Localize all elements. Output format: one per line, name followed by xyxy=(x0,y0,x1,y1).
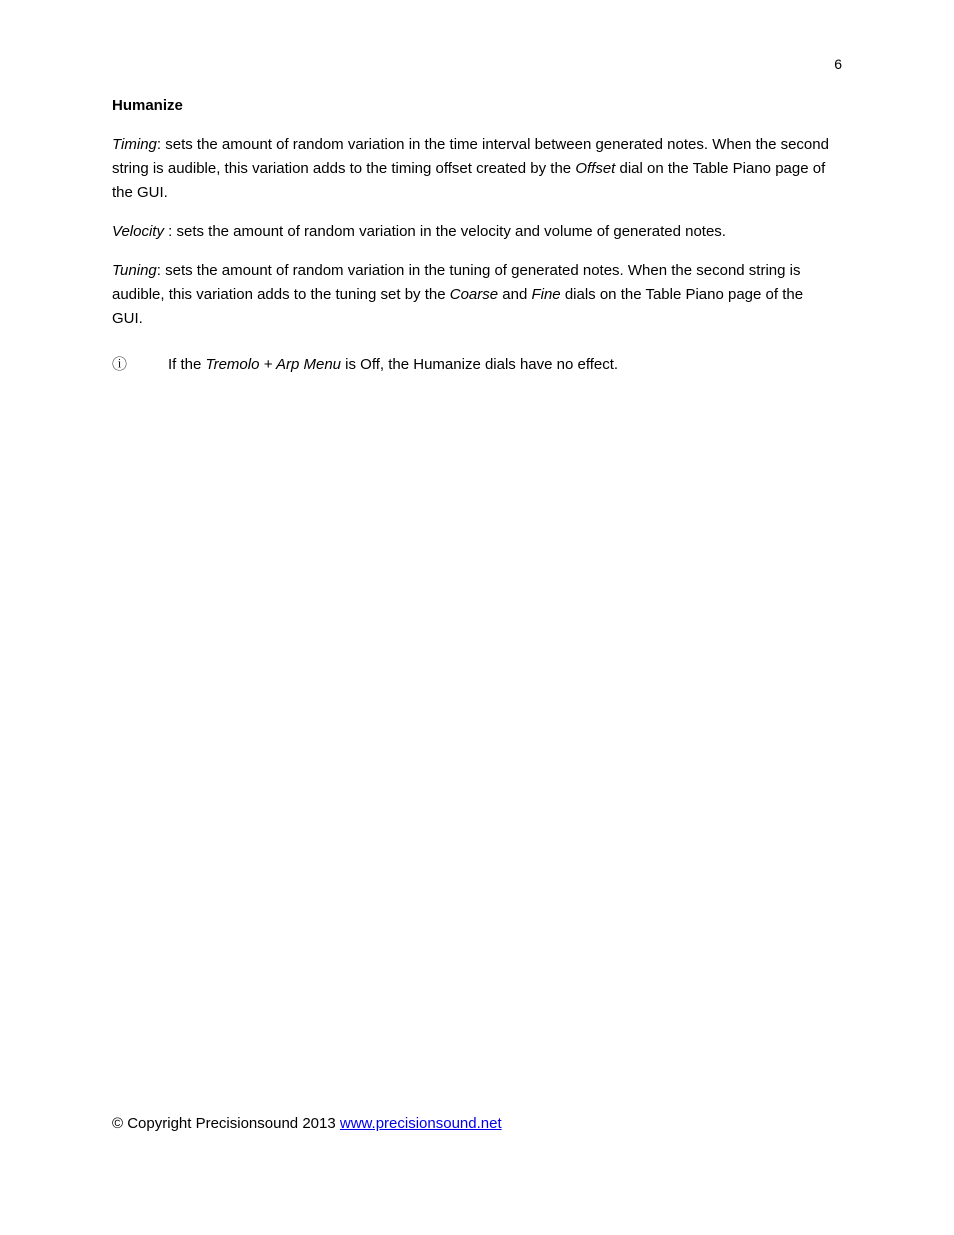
timing-paragraph xyxy=(112,133,836,205)
note-suffix: is Off, the Humanize dials have no effect. xyxy=(341,356,619,373)
tuning-term: Tuning xyxy=(112,262,157,279)
tuning-paragraph xyxy=(112,259,836,331)
website-link[interactable]: www.precisionsound.net xyxy=(339,1115,502,1132)
tuning-text-3: dials on the Table Piano page of the GUI. xyxy=(112,286,804,327)
offset-term: Offset xyxy=(575,160,616,177)
tuning-text-2: and xyxy=(498,286,532,303)
info-note-text xyxy=(142,356,618,373)
fine-term: Fine xyxy=(531,286,561,303)
note-prefix: If the xyxy=(168,356,206,373)
info-note xyxy=(112,353,836,377)
info-icon: ⓘ xyxy=(112,356,128,373)
velocity-paragraph xyxy=(112,220,836,244)
page-number: 6 xyxy=(834,56,842,72)
timing-text-1: : sets the amount of random variation in the time interval between generated notes. When the second string is audible, this variation adds to the timing offset created by the xyxy=(112,136,829,177)
copyright-text: © Copyright Precisionsound 2013 xyxy=(112,1115,340,1132)
velocity-text: : sets the amount of random variation in the velocity and volume of generated notes. xyxy=(163,223,726,240)
timing-text-2: dial on the Table Piano page of the GUI. xyxy=(112,160,826,201)
velocity-term: Velocity xyxy=(112,223,164,240)
section-heading: Humanize xyxy=(112,97,183,114)
timing-term: Timing xyxy=(112,136,157,153)
document-body xyxy=(112,94,836,377)
note-term: Tremolo + Arp Menu xyxy=(205,356,341,373)
tuning-text-1: : sets the amount of random variation in the tuning of generated notes. When the second string is audible, this variation adds to the tuning set by the xyxy=(112,262,801,303)
footer xyxy=(112,1113,502,1135)
coarse-term: Coarse xyxy=(449,286,499,303)
